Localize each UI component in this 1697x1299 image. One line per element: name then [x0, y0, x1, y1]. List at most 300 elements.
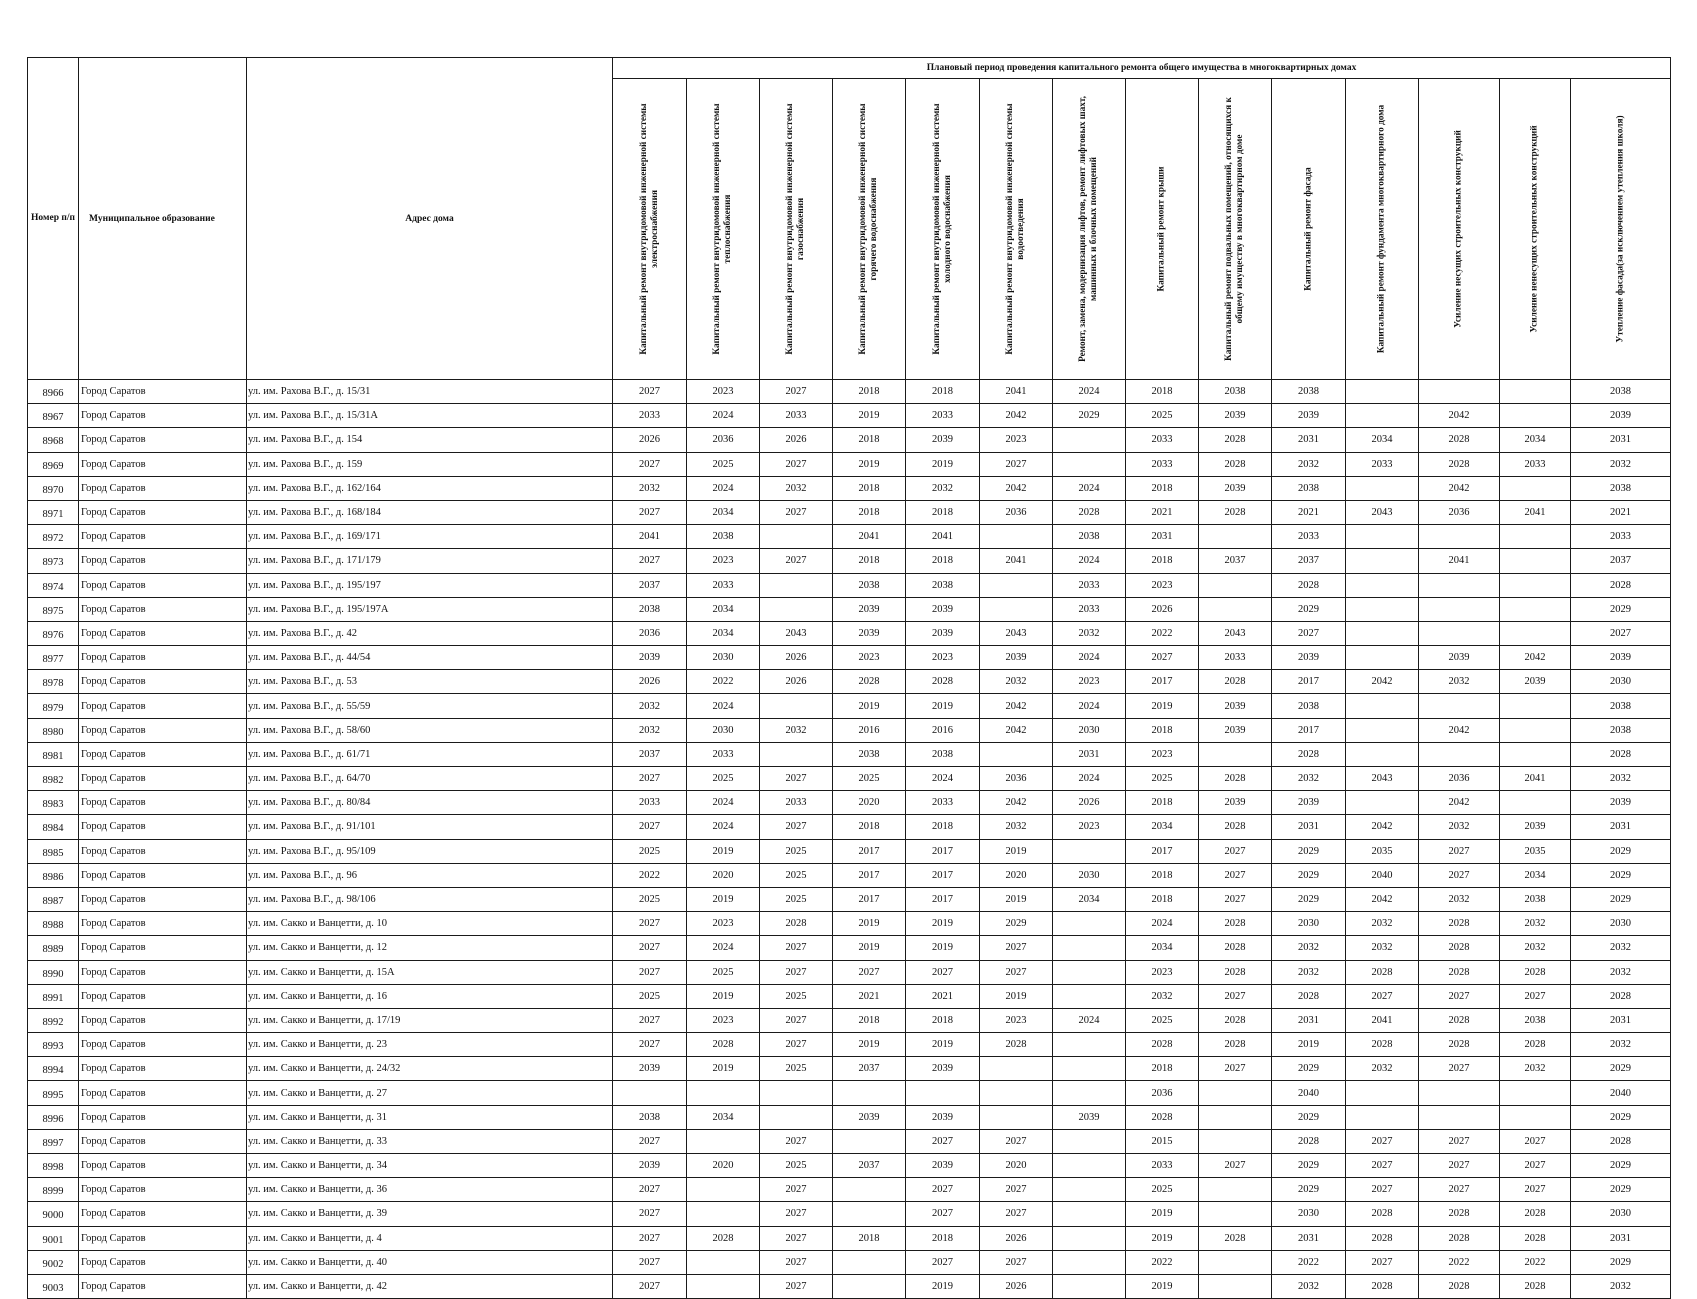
- row-year-cell: 2032: [1571, 452, 1671, 476]
- row-year-cell: 2028: [906, 670, 980, 694]
- row-year-cell: 2036: [1126, 1081, 1199, 1105]
- row-year-cell: 2033: [687, 573, 760, 597]
- row-year-cell: 2033: [1126, 1154, 1199, 1178]
- row-year-cell: [1346, 694, 1419, 718]
- row-year-cell: 2034: [687, 621, 760, 645]
- row-year-cell: 2034: [1346, 428, 1419, 452]
- row-year-cell: 2027: [613, 767, 687, 791]
- row-year-cell: 2029: [1053, 404, 1126, 428]
- row-year-cell: 2027: [1346, 1154, 1419, 1178]
- row-year-cell: 2027: [760, 549, 833, 573]
- row-year-cell: 2028: [1272, 742, 1346, 766]
- row-year-cell: 2043: [1199, 621, 1272, 645]
- row-year-cell: 2019: [687, 984, 760, 1008]
- row-year-cell: [1500, 549, 1571, 573]
- row-year-cell: 2038: [613, 597, 687, 621]
- row-year-cell: [1500, 380, 1571, 404]
- row-municipality: Город Саратов: [79, 718, 247, 742]
- row-year-cell: [1500, 1081, 1571, 1105]
- table-row: [28, 452, 1671, 476]
- row-year-cell: 2026: [1126, 597, 1199, 621]
- table-row: [28, 1202, 1671, 1226]
- row-address: ул. им. Рахова В.Г., д. 61/71: [247, 742, 613, 766]
- row-year-cell: 2043: [1346, 767, 1419, 791]
- row-year-cell: [687, 1274, 760, 1298]
- row-year-cell: 2028: [1199, 912, 1272, 936]
- row-year-cell: 2028: [1199, 815, 1272, 839]
- row-year-cell: 2028: [1419, 960, 1500, 984]
- row-year-cell: [760, 1105, 833, 1129]
- row-address: ул. им. Сакко и Ванцетти, д. 16: [247, 984, 613, 1008]
- row-year-cell: 2030: [1053, 718, 1126, 742]
- row-year-cell: 2032: [760, 476, 833, 500]
- row-year-cell: 2019: [980, 887, 1053, 911]
- row-year-cell: 2028: [687, 1033, 760, 1057]
- row-year-cell: 2021: [1571, 500, 1671, 524]
- row-year-cell: 2032: [1053, 621, 1126, 645]
- row-year-cell: [687, 1081, 760, 1105]
- row-year-cell: 2027: [1199, 1057, 1272, 1081]
- row-year-cell: 2022: [1419, 1250, 1500, 1274]
- row-year-cell: 2033: [1126, 428, 1199, 452]
- row-year-cell: 2038: [1272, 476, 1346, 500]
- row-year-cell: 2028: [1346, 1226, 1419, 1250]
- table-row: [28, 1226, 1671, 1250]
- row-year-cell: 2027: [613, 1008, 687, 1032]
- row-year-cell: 2018: [833, 549, 906, 573]
- row-year-cell: 2027: [613, 452, 687, 476]
- row-municipality: Город Саратов: [79, 1129, 247, 1153]
- row-year-cell: 2018: [1126, 863, 1199, 887]
- row-year-cell: 2028: [1199, 670, 1272, 694]
- row-year-cell: 2042: [1346, 887, 1419, 911]
- row-year-cell: [980, 525, 1053, 549]
- row-year-cell: 2024: [1053, 549, 1126, 573]
- row-number: 8989: [28, 936, 79, 960]
- row-year-cell: 2032: [1272, 452, 1346, 476]
- row-year-cell: [1419, 1081, 1500, 1105]
- row-number: 8967: [28, 404, 79, 428]
- row-year-cell: 2026: [980, 1274, 1053, 1298]
- header-work-label: Капитальный ремонт внутридомовой инженерной системы электроснабжения: [638, 103, 660, 355]
- row-year-cell: 2027: [613, 1033, 687, 1057]
- row-year-cell: 2030: [1272, 1202, 1346, 1226]
- row-year-cell: 2027: [760, 1033, 833, 1057]
- row-year-cell: 2029: [1571, 1250, 1671, 1274]
- row-year-cell: [687, 1250, 760, 1274]
- row-year-cell: 2018: [833, 1226, 906, 1250]
- row-year-cell: [980, 1105, 1053, 1129]
- row-address: ул. им. Рахова В.Г., д. 64/70: [247, 767, 613, 791]
- header-number: Номер п/п: [28, 58, 79, 380]
- row-number: 9002: [28, 1250, 79, 1274]
- row-year-cell: 2024: [906, 767, 980, 791]
- row-year-cell: 2039: [1272, 646, 1346, 670]
- row-year-cell: [1419, 694, 1500, 718]
- row-year-cell: 2043: [1346, 500, 1419, 524]
- row-year-cell: 2020: [687, 863, 760, 887]
- row-year-cell: [1419, 525, 1500, 549]
- row-municipality: Город Саратов: [79, 1178, 247, 1202]
- table-row: [28, 1178, 1671, 1202]
- row-year-cell: [1053, 839, 1126, 863]
- row-year-cell: 2027: [760, 767, 833, 791]
- row-year-cell: 2036: [1419, 500, 1500, 524]
- table-row: [28, 670, 1671, 694]
- row-year-cell: [1419, 742, 1500, 766]
- row-year-cell: 2018: [1126, 549, 1199, 573]
- row-municipality: Город Саратов: [79, 525, 247, 549]
- row-year-cell: 2016: [833, 718, 906, 742]
- row-year-cell: 2023: [1126, 960, 1199, 984]
- row-year-cell: 2042: [980, 694, 1053, 718]
- row-municipality: Город Саратов: [79, 428, 247, 452]
- row-year-cell: [760, 742, 833, 766]
- row-year-cell: 2027: [1346, 1129, 1419, 1153]
- row-year-cell: 2020: [833, 791, 906, 815]
- row-year-cell: 2028: [1199, 428, 1272, 452]
- header-work-6: [980, 79, 1053, 380]
- row-year-cell: [1199, 597, 1272, 621]
- row-year-cell: 2031: [1272, 1226, 1346, 1250]
- row-year-cell: 2018: [906, 815, 980, 839]
- row-number: 9000: [28, 1202, 79, 1226]
- row-address: ул. им. Сакко и Ванцетти, д. 12: [247, 936, 613, 960]
- row-year-cell: 2029: [980, 912, 1053, 936]
- row-year-cell: 2033: [906, 791, 980, 815]
- row-year-cell: [1500, 621, 1571, 645]
- row-year-cell: 2029: [1272, 1178, 1346, 1202]
- row-year-cell: 2026: [980, 1226, 1053, 1250]
- header-work-8: [1126, 79, 1199, 380]
- row-year-cell: 2023: [833, 646, 906, 670]
- row-year-cell: 2039: [980, 646, 1053, 670]
- row-year-cell: 2028: [760, 912, 833, 936]
- row-year-cell: 2039: [1199, 791, 1272, 815]
- row-year-cell: 2027: [1500, 1129, 1571, 1153]
- row-year-cell: 2042: [1419, 791, 1500, 815]
- header-work-label: Усиление несущих строительных конструкций: [1453, 130, 1464, 328]
- row-year-cell: [980, 1081, 1053, 1105]
- row-year-cell: 2033: [1053, 597, 1126, 621]
- row-year-cell: 2028: [1419, 452, 1500, 476]
- row-year-cell: 2023: [1053, 670, 1126, 694]
- row-year-cell: [1500, 791, 1571, 815]
- table-row: [28, 500, 1671, 524]
- row-year-cell: 2017: [1126, 839, 1199, 863]
- row-address: ул. им. Рахова В.Г., д. 15/31А: [247, 404, 613, 428]
- row-year-cell: 2028: [1419, 1033, 1500, 1057]
- repair-schedule-sheet: [27, 57, 1671, 1299]
- row-year-cell: 2017: [906, 863, 980, 887]
- row-address: ул. им. Рахова В.Г., д. 80/84: [247, 791, 613, 815]
- row-number: 8994: [28, 1057, 79, 1081]
- row-year-cell: 2033: [1272, 525, 1346, 549]
- row-year-cell: [1053, 1250, 1126, 1274]
- row-year-cell: 2019: [906, 912, 980, 936]
- row-year-cell: 2027: [1272, 621, 1346, 645]
- row-year-cell: 2023: [1053, 815, 1126, 839]
- row-year-cell: 2039: [1199, 718, 1272, 742]
- row-year-cell: [1500, 404, 1571, 428]
- row-year-cell: 2040: [1272, 1081, 1346, 1105]
- row-year-cell: 2018: [833, 476, 906, 500]
- row-year-cell: 2029: [1272, 839, 1346, 863]
- row-year-cell: 2028: [1419, 912, 1500, 936]
- header-work-9: [1199, 79, 1272, 380]
- row-address: ул. им. Рахова В.Г., д. 91/101: [247, 815, 613, 839]
- table-row: [28, 428, 1671, 452]
- row-year-cell: 2042: [1419, 718, 1500, 742]
- row-municipality: Город Саратов: [79, 404, 247, 428]
- row-year-cell: 2019: [833, 1033, 906, 1057]
- header-work-11: [1346, 79, 1419, 380]
- row-address: ул. им. Рахова В.Г., д. 96: [247, 863, 613, 887]
- row-year-cell: 2042: [980, 791, 1053, 815]
- row-year-cell: 2017: [1272, 718, 1346, 742]
- header-work-2: [687, 79, 760, 380]
- row-year-cell: 2030: [1571, 670, 1671, 694]
- row-year-cell: 2037: [833, 1057, 906, 1081]
- table-header: [28, 58, 1671, 380]
- row-municipality: Город Саратов: [79, 452, 247, 476]
- row-address: ул. им. Рахова В.Г., д. 42: [247, 621, 613, 645]
- row-year-cell: [760, 573, 833, 597]
- table-row: [28, 1129, 1671, 1153]
- row-year-cell: 2022: [687, 670, 760, 694]
- row-year-cell: 2019: [833, 912, 906, 936]
- table-row: [28, 718, 1671, 742]
- row-year-cell: 2021: [1126, 500, 1199, 524]
- row-year-cell: 2024: [1053, 1008, 1126, 1032]
- row-year-cell: 2041: [980, 549, 1053, 573]
- row-year-cell: 2018: [1126, 887, 1199, 911]
- row-year-cell: 2020: [980, 1154, 1053, 1178]
- row-year-cell: 2027: [1346, 1178, 1419, 1202]
- row-year-cell: 2028: [1199, 960, 1272, 984]
- row-year-cell: 2039: [1199, 404, 1272, 428]
- row-year-cell: 2038: [1272, 694, 1346, 718]
- row-address: ул. им. Рахова В.Г., д. 58/60: [247, 718, 613, 742]
- row-year-cell: 2036: [980, 767, 1053, 791]
- row-year-cell: 2039: [613, 1057, 687, 1081]
- row-year-cell: 2041: [1419, 549, 1500, 573]
- row-year-cell: 2027: [613, 912, 687, 936]
- row-year-cell: 2027: [1500, 1154, 1571, 1178]
- row-year-cell: 2027: [613, 1226, 687, 1250]
- row-year-cell: 2038: [1571, 694, 1671, 718]
- row-year-cell: 2036: [687, 428, 760, 452]
- row-year-cell: 2031: [1126, 525, 1199, 549]
- row-year-cell: 2034: [687, 1105, 760, 1129]
- row-address: ул. им. Рахова В.Г., д. 195/197: [247, 573, 613, 597]
- header-address: Адрес дома: [247, 58, 613, 380]
- table-row: [28, 1057, 1671, 1081]
- row-year-cell: [1346, 646, 1419, 670]
- row-year-cell: 2039: [1500, 815, 1571, 839]
- table-row: [28, 1008, 1671, 1032]
- row-number: 8982: [28, 767, 79, 791]
- row-year-cell: 2028: [1272, 573, 1346, 597]
- row-year-cell: 2032: [613, 694, 687, 718]
- row-year-cell: 2027: [1419, 1057, 1500, 1081]
- header-work-10: [1272, 79, 1346, 380]
- row-year-cell: 2021: [1272, 500, 1346, 524]
- row-year-cell: 2034: [687, 500, 760, 524]
- row-year-cell: [1053, 428, 1126, 452]
- row-year-cell: 2034: [1500, 863, 1571, 887]
- row-address: ул. им. Рахова В.Г., д. 95/109: [247, 839, 613, 863]
- row-year-cell: 2019: [833, 694, 906, 718]
- row-year-cell: 2019: [906, 452, 980, 476]
- table-row: [28, 597, 1671, 621]
- row-municipality: Город Саратов: [79, 476, 247, 500]
- row-number: 8975: [28, 597, 79, 621]
- row-year-cell: 2017: [906, 839, 980, 863]
- row-year-cell: 2017: [1126, 670, 1199, 694]
- row-year-cell: 2034: [1126, 936, 1199, 960]
- row-year-cell: 2019: [687, 1057, 760, 1081]
- row-number: 8973: [28, 549, 79, 573]
- row-year-cell: 2024: [1053, 694, 1126, 718]
- row-year-cell: 2019: [980, 839, 1053, 863]
- row-year-cell: 2031: [1272, 815, 1346, 839]
- row-year-cell: 2032: [1419, 887, 1500, 911]
- row-year-cell: 2029: [1272, 1154, 1346, 1178]
- row-year-cell: 2039: [1571, 791, 1671, 815]
- row-year-cell: 2024: [1053, 476, 1126, 500]
- row-year-cell: 2025: [760, 1057, 833, 1081]
- row-year-cell: 2039: [1272, 404, 1346, 428]
- row-year-cell: 2027: [906, 1178, 980, 1202]
- row-year-cell: 2038: [1571, 380, 1671, 404]
- row-year-cell: 2037: [1571, 549, 1671, 573]
- row-year-cell: 2028: [1199, 1226, 1272, 1250]
- row-year-cell: 2033: [1199, 646, 1272, 670]
- row-municipality: Город Саратов: [79, 791, 247, 815]
- row-address: ул. им. Рахова В.Г., д. 162/164: [247, 476, 613, 500]
- row-year-cell: 2032: [1346, 1057, 1419, 1081]
- row-municipality: Город Саратов: [79, 549, 247, 573]
- row-year-cell: 2019: [1126, 1226, 1199, 1250]
- row-year-cell: 2039: [1571, 646, 1671, 670]
- row-year-cell: [1346, 1105, 1419, 1129]
- row-number: 8976: [28, 621, 79, 645]
- row-year-cell: [1419, 380, 1500, 404]
- row-year-cell: 2042: [980, 476, 1053, 500]
- row-year-cell: [1053, 1081, 1126, 1105]
- row-year-cell: 2029: [1571, 887, 1671, 911]
- row-address: ул. им. Сакко и Ванцетти, д. 31: [247, 1105, 613, 1129]
- row-year-cell: [760, 694, 833, 718]
- row-year-cell: 2017: [833, 863, 906, 887]
- row-year-cell: 2032: [1346, 912, 1419, 936]
- row-year-cell: [1346, 1081, 1419, 1105]
- row-year-cell: 2027: [760, 1008, 833, 1032]
- row-year-cell: 2028: [1500, 1274, 1571, 1298]
- row-year-cell: 2039: [906, 597, 980, 621]
- row-municipality: Город Саратов: [79, 1250, 247, 1274]
- header-work-label: Капитальный ремонт внутридомовой инженерной системы теплоснабжения: [712, 103, 733, 355]
- row-number: 8966: [28, 380, 79, 404]
- row-year-cell: 2037: [833, 1154, 906, 1178]
- row-year-cell: 2026: [613, 428, 687, 452]
- row-number: 8998: [28, 1154, 79, 1178]
- row-year-cell: [1419, 1105, 1500, 1129]
- row-year-cell: 2042: [1346, 815, 1419, 839]
- table-row: [28, 621, 1671, 645]
- row-year-cell: 2026: [613, 670, 687, 694]
- row-municipality: Город Саратов: [79, 1274, 247, 1298]
- row-address: ул. им. Рахова В.Г., д. 15/31: [247, 380, 613, 404]
- row-year-cell: 2034: [1053, 887, 1126, 911]
- row-year-cell: 2027: [1199, 863, 1272, 887]
- row-year-cell: 2038: [906, 742, 980, 766]
- row-year-cell: 2032: [1571, 1033, 1671, 1057]
- row-year-cell: [1346, 404, 1419, 428]
- row-year-cell: 2027: [760, 380, 833, 404]
- row-number: 9001: [28, 1226, 79, 1250]
- row-year-cell: 2025: [687, 452, 760, 476]
- table-row: [28, 1081, 1671, 1105]
- row-year-cell: 2025: [833, 767, 906, 791]
- row-year-cell: 2025: [760, 1154, 833, 1178]
- header-work-3: [760, 79, 833, 380]
- row-year-cell: 2023: [687, 1008, 760, 1032]
- row-year-cell: 2029: [1272, 1105, 1346, 1129]
- row-year-cell: [613, 1081, 687, 1105]
- row-year-cell: 2018: [906, 1008, 980, 1032]
- row-number: 8968: [28, 428, 79, 452]
- row-year-cell: 2027: [760, 1202, 833, 1226]
- row-year-cell: [1199, 1105, 1272, 1129]
- row-year-cell: 2025: [760, 887, 833, 911]
- row-year-cell: [1346, 476, 1419, 500]
- row-year-cell: 2023: [687, 912, 760, 936]
- row-number: 8971: [28, 500, 79, 524]
- row-year-cell: 2042: [1346, 670, 1419, 694]
- row-year-cell: 2028: [1346, 1202, 1419, 1226]
- row-year-cell: 2033: [1571, 525, 1671, 549]
- row-municipality: Город Саратов: [79, 839, 247, 863]
- row-year-cell: 2027: [906, 960, 980, 984]
- row-year-cell: 2038: [906, 573, 980, 597]
- table-row: [28, 573, 1671, 597]
- row-year-cell: 2024: [1053, 767, 1126, 791]
- row-number: 8980: [28, 718, 79, 742]
- row-year-cell: 2039: [906, 428, 980, 452]
- row-year-cell: 2026: [1053, 791, 1126, 815]
- row-year-cell: 2027: [613, 1250, 687, 1274]
- row-year-cell: [1053, 452, 1126, 476]
- row-year-cell: 2019: [833, 452, 906, 476]
- row-year-cell: 2032: [1272, 960, 1346, 984]
- row-year-cell: 2041: [1500, 767, 1571, 791]
- row-year-cell: [1346, 573, 1419, 597]
- row-year-cell: 2019: [833, 404, 906, 428]
- table-row: [28, 646, 1671, 670]
- row-year-cell: 2017: [1272, 670, 1346, 694]
- row-year-cell: [1053, 1154, 1126, 1178]
- row-number: 8996: [28, 1105, 79, 1129]
- row-year-cell: 2041: [906, 525, 980, 549]
- row-year-cell: 2025: [760, 863, 833, 887]
- row-year-cell: 2035: [1500, 839, 1571, 863]
- row-year-cell: 2041: [980, 380, 1053, 404]
- row-year-cell: 2028: [1053, 500, 1126, 524]
- row-year-cell: 2032: [613, 718, 687, 742]
- row-year-cell: [980, 1057, 1053, 1081]
